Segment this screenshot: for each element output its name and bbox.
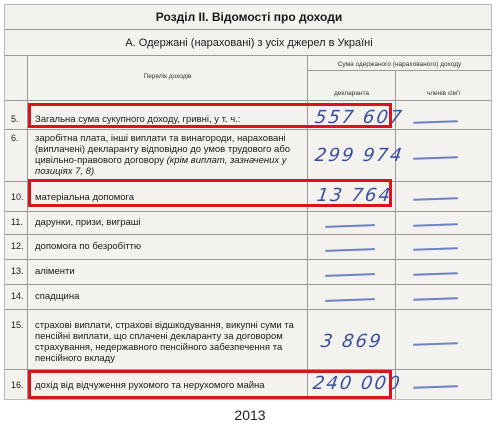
row-number: 15. [11,320,24,330]
row-label-note: (крім виплат, зазначених у позиціях 7, 8) [35,155,287,177]
declarant-dash [325,298,375,301]
family-dash [413,385,458,388]
family-dash [413,272,458,275]
row-divider [5,259,491,260]
row-divider [5,129,491,130]
declarant-amount: 3 869 [319,331,385,352]
caption-year: 2013 [234,407,266,423]
family-dash [413,156,458,159]
declarant-amount: 240 000 [311,373,403,394]
declarant-amount: 13 764 [315,185,394,206]
row-label [35,133,305,177]
column-income-list: Перелік доходів [143,73,192,80]
subsection-title: А. Одержані (нараховані) з усіх джерел в Україні [125,37,373,49]
row-label: страхові виплати, страхові відшкодування, викупні суми та пенсійні виплати, що сплачені декларанту за договором страхування, недержавного пенсійного забезпечення та пенсійного вкладу [35,320,294,364]
declarant-dash [325,273,375,276]
family-dash [413,197,458,200]
row-label: допомога по безробіттю [35,241,142,252]
column-declarant: декларанта [333,90,370,97]
family-dash [413,120,458,123]
rule-header-bottom [5,100,491,101]
column-amount-group: Сума одержаного (нарахованого) доходу [337,61,462,68]
row-number: 14. [11,291,24,301]
rule-under-section-title [5,29,491,30]
declarant-amount: 557 607 [313,107,405,128]
rule-under-subtitle [5,55,491,56]
row-number: 10. [11,192,24,202]
highlight-row-5 [28,103,392,128]
row-label: Загальна сума сукупного доходу, гривні, у т. ч.: [35,114,241,125]
declarant-dash [325,248,375,251]
row-divider [5,234,491,235]
row-number: 13. [11,266,24,276]
family-dash [413,342,458,345]
section-title: Розділ II. Відомості про доходи [155,10,343,24]
rule-under-amount-group [307,70,491,71]
column-family: членів сім'ї [426,90,461,97]
row-label: дохід від відчуження рухомого та нерухомого майна [35,380,265,391]
row-number: 11. [11,217,23,227]
row-label: аліменти [35,266,75,277]
row-divider [5,309,491,310]
declarant-dash [325,224,375,227]
highlight-row-10 [28,179,392,207]
row-divider [5,284,491,285]
row-label: дарунки, призи, виграші [35,217,141,228]
row-label-text: заробітна плата, інші виплати та винагороди, нараховані (виплачені) декларанту відповідно до умов трудового або цивільно-правового договору [35,133,291,166]
highlight-row-16 [28,370,392,399]
family-dash [413,247,458,250]
row-number: 6. [11,133,19,143]
row-number: 16. [11,380,24,390]
row-number: 5. [11,114,19,124]
declarant-amount: 299 974 [313,145,405,166]
row-label: спадщина [35,291,80,302]
row-divider [5,211,491,212]
row-number: 12. [11,241,24,251]
family-dash [413,223,458,226]
family-dash [413,297,458,300]
row-label: матеріальна допомога [35,192,135,203]
